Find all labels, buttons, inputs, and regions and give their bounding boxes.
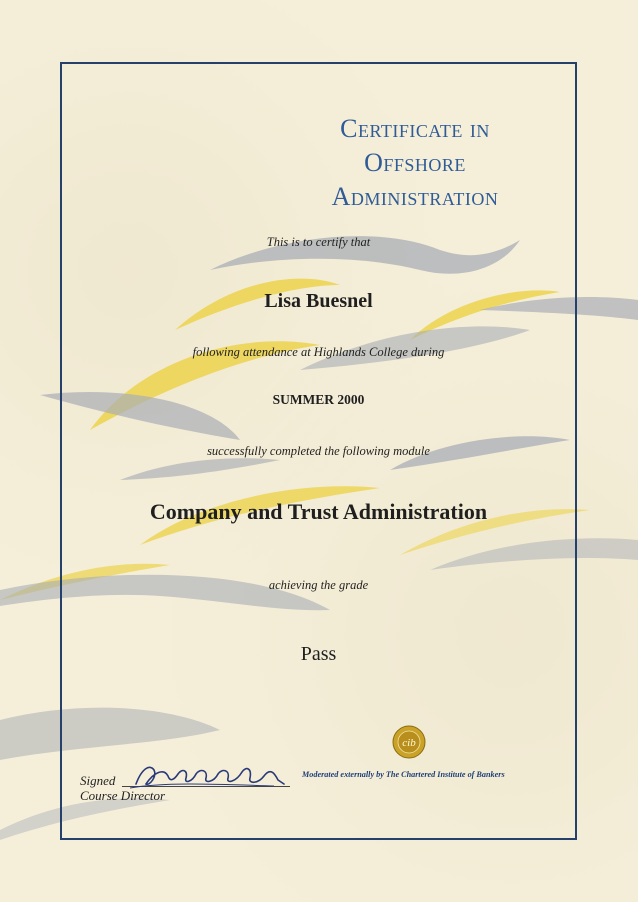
completion-text: successfully completed the following module <box>207 444 430 458</box>
recipient-name: Lisa Buesnel <box>264 290 373 312</box>
signed-label: Signed <box>80 773 116 788</box>
title-line-3: Administration <box>331 182 499 211</box>
grade-text: Pass <box>300 643 337 665</box>
attendance-text: following attendance at Highlands College during <box>192 345 445 359</box>
module-name: Company and Trust Administration <box>149 499 488 524</box>
title-line-2: Offshore <box>364 148 466 177</box>
certify-text: This is to certify that <box>266 235 371 249</box>
seal-lettering: cib <box>402 737 416 749</box>
cib-seal-icon <box>392 725 426 759</box>
grade-intro-text: achieving the grade <box>268 578 369 592</box>
title-line-1: Certificate in <box>340 114 490 143</box>
moderated-text: Moderated externally by The Chartered Institute of Bankers <box>302 770 505 779</box>
term-text: SUMMER 2000 <box>272 392 365 407</box>
director-label: Course Director <box>80 788 166 803</box>
certificate-title <box>270 112 560 214</box>
